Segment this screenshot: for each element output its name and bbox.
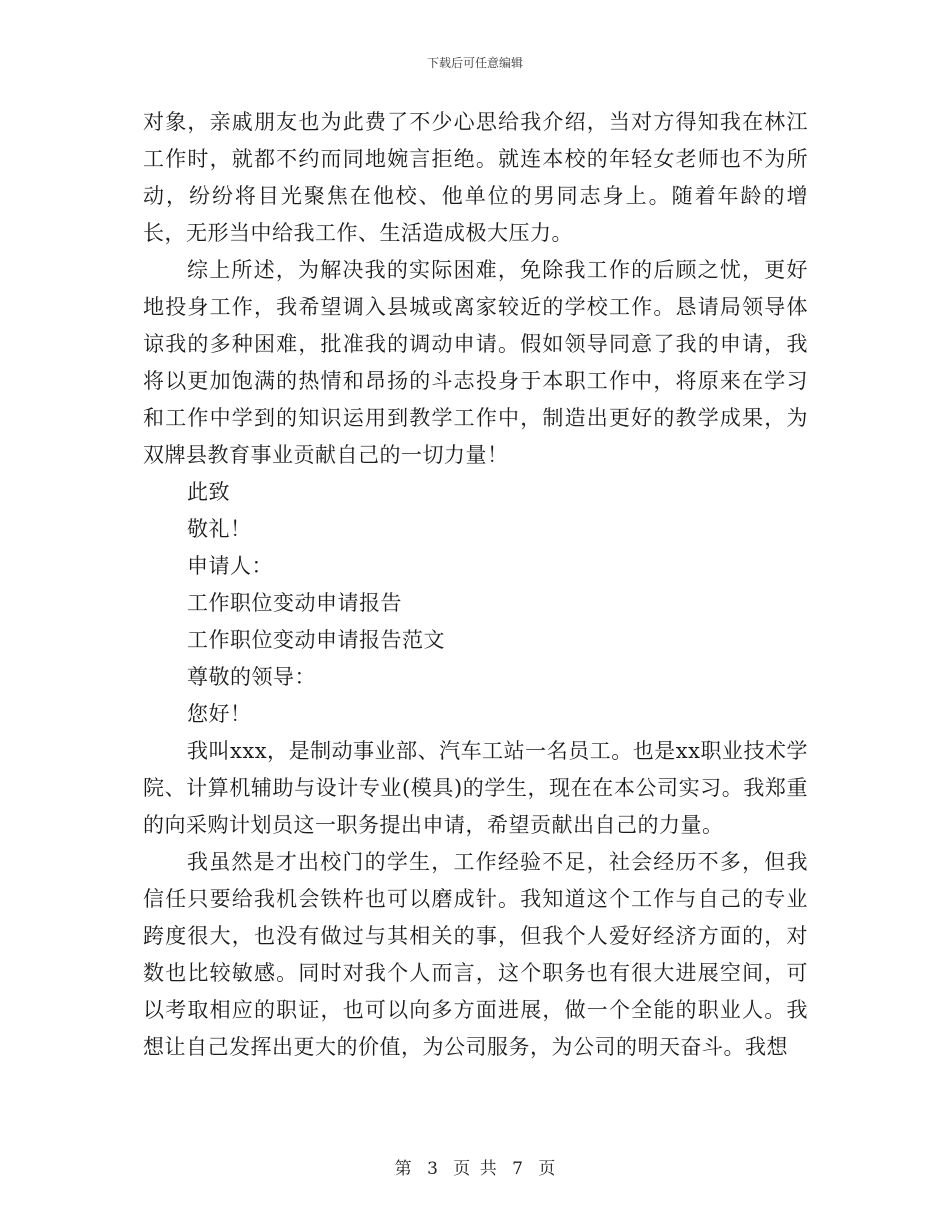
- paragraph-introduction: 我叫xxx，是制动事业部、汽车工站一名员工。也是xx职业技术学院、计算机辅助与设计专业(模具)的学生，现在在本公司实习。我郑重的向采购计划员这一职务提出申请，希望贡献出自己的力量。: [143, 739, 808, 837]
- footer-prefix: 第: [394, 1159, 412, 1179]
- paragraph-motivation: 我虽然是才出校门的学生，工作经验不足，社会经历不多，但我信任只要给我机会铁杵也可以磨成针。我知道这个工作与自己的专业跨度很大，也没有做过与其相关的事，但我个人爱好经济方面的，对数也比较敏感。同时对我个人而言，这个职务也有很大进展空间，可以考取相应的职证，也可以向多方面进展，做一个全能的职业人。我想让自己发挥出更大的价值，为公司服务，为公司的明天奋斗。我想: [143, 850, 808, 1059]
- greeting: 您好！: [187, 702, 252, 726]
- closing-line-2: 敬礼！: [187, 517, 252, 541]
- page-header: 下载后可任意编辑: [426, 56, 523, 70]
- page-footer: [0, 1154, 950, 1179]
- paragraph-continuation: 对象，亲戚朋友也为此费了不少心思给我介绍，当对方得知我在林江工作时，就都不约而同地婉言拒绝。就连本校的年轻女老师也不为所动，纷纷将目光聚焦在他校、他单位的男同志身上。随着年龄的增长，无形当中给我工作、生活造成极大压力。: [143, 110, 808, 245]
- footer-middle: 页 共: [453, 1159, 497, 1179]
- salutation: 尊敬的领导：: [187, 665, 316, 689]
- applicant-label: 申请人：: [187, 554, 273, 578]
- footer-suffix: 页: [538, 1159, 556, 1179]
- section-title: 工作职位变动申请报告: [187, 591, 402, 615]
- section-subtitle: 工作职位变动申请报告范文: [187, 628, 445, 652]
- document-body: [143, 104, 808, 1066]
- paragraph-summary: 综上所述，为解决我的实际困难，免除我工作的后顾之忧，更好地投身工作，我希望调入县城或离家较近的学校工作。恳请局领导体谅我的多种困难，批准我的调动申请。假如领导同意了我的申请，我将以更加饱满的热情和昂扬的斗志投身于本职工作中，将原来在学习和工作中学到的知识运用到教学工作中，制造出更好的教学成果，为双牌县教育事业贡献自己的一切力量！: [143, 258, 808, 467]
- total-page-number: 7: [512, 1159, 523, 1179]
- closing-line-1: 此致: [187, 480, 230, 504]
- current-page-number: 3: [427, 1159, 438, 1179]
